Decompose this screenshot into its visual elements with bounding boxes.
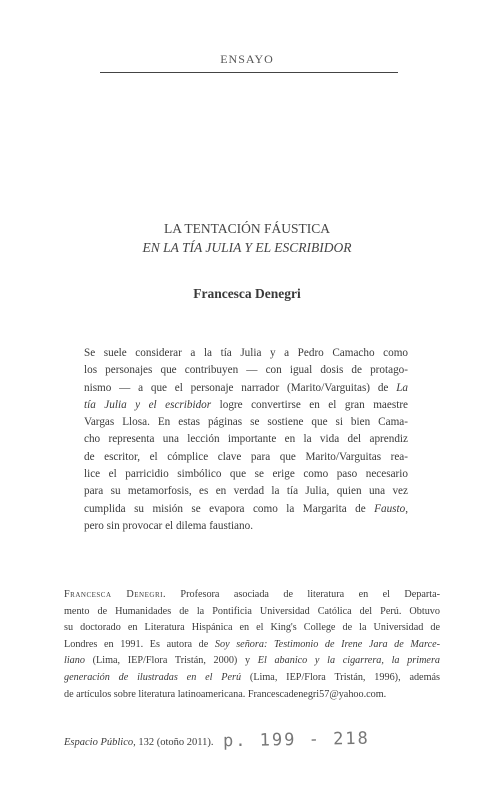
abstract-line: de escritor, el cómplice clave para que Marito/Varguitas rea-	[84, 450, 408, 463]
abstract-line: lice el parricidio simbólico que se erige como paso necesario	[84, 468, 408, 481]
abstract-text: cumplida su misión se evapora como la Margarita de	[84, 502, 366, 515]
section-label: ENSAYO	[220, 52, 274, 66]
footnote-line: su doctorado en Literatura Hispánica en el King's College de la Universidad de	[64, 622, 440, 634]
author-footnote	[64, 587, 440, 703]
footnote-text: Londres en 1991. Es autora de	[64, 638, 209, 650]
title-line-2-prefix: EN	[142, 240, 164, 255]
abstract-italic-la: La	[396, 381, 409, 394]
journal-name: Espacio Público,	[64, 737, 136, 748]
header-rule	[100, 72, 398, 73]
abstract-text: logre convertirse en el gran maestre	[219, 398, 409, 411]
abstract-line: Se suele considerar a la tía Julia y a Pedro Camacho como	[84, 347, 408, 359]
abstract-line: cho representa una lección importante en la vida del aprendiz	[84, 433, 408, 446]
abstract-line	[84, 397, 408, 414]
abstract-line: Vargas Llosa. En estas páginas se sostiene que si bien Cama-	[84, 416, 408, 429]
abstract-italic-faust: Fausto	[374, 502, 406, 515]
journal-issue: 132 (otoño 2011).	[135, 737, 214, 748]
article-author: Francesca Denegri	[193, 286, 301, 301]
title-line-1: LA TENTACIÓN FÁUSTICA	[164, 221, 330, 236]
footnote-line: mento de Humanidades de la Pontificia Universidad Católica del Perú. Obtuvo	[64, 605, 440, 617]
footnote-book-1a: Soy señora: Testimonio de Irene Jara de Marce-	[214, 638, 440, 650]
abstract-italic-novel: tía Julia y el escribidor	[84, 398, 212, 411]
abstract-line: para su metamorfosis, es en verdad la tía Julia, quien una vez	[84, 485, 408, 498]
title-line-2-italic: LA TÍA JULIA Y EL ESCRIBIDOR	[163, 240, 352, 255]
footnote-book-2a: El abanico y la cigarrera, la primera	[257, 655, 441, 667]
footnote-text: Profesora asociada de literatura en el Departa-	[166, 589, 441, 600]
footnote-line: de artículos sobre literatura latinoamericana. Francescadenegri57@yahoo.com.	[64, 688, 387, 700]
footnote-book-1b: liano	[64, 655, 85, 667]
abstract-line: los personajes que contribuyen — con igual dosis de protago-	[84, 364, 408, 377]
article-title	[0, 219, 494, 257]
footnote-line	[64, 670, 440, 687]
footnote-line	[64, 653, 440, 670]
title-line-2	[0, 238, 494, 257]
footnote-line	[64, 587, 440, 604]
footnote-text: (Lima, IEP/Flora Tristán, 1996), además	[249, 671, 440, 683]
footnote-text: (Lima, IEP/Flora Tristán, 2000) y	[92, 655, 251, 667]
journal-footer	[64, 737, 214, 748]
abstract-line: cumplida su misión se evapora como la Margarita de Fausto,	[84, 502, 409, 515]
footnote-book-2b: generación de ilustradas en el Perú	[64, 671, 242, 683]
abstract-line: pero sin provocar el dilema faustiano.	[84, 519, 253, 532]
abstract-line	[84, 380, 408, 397]
handwritten-page-range: p. 199 - 218	[222, 728, 370, 752]
footnote-author: Francesca Denegri.	[64, 589, 166, 600]
abstract	[84, 345, 408, 535]
abstract-text: nismo — a que el personaje narrador (Marito/Varguitas) de	[84, 381, 389, 394]
footnote-line	[64, 637, 440, 654]
